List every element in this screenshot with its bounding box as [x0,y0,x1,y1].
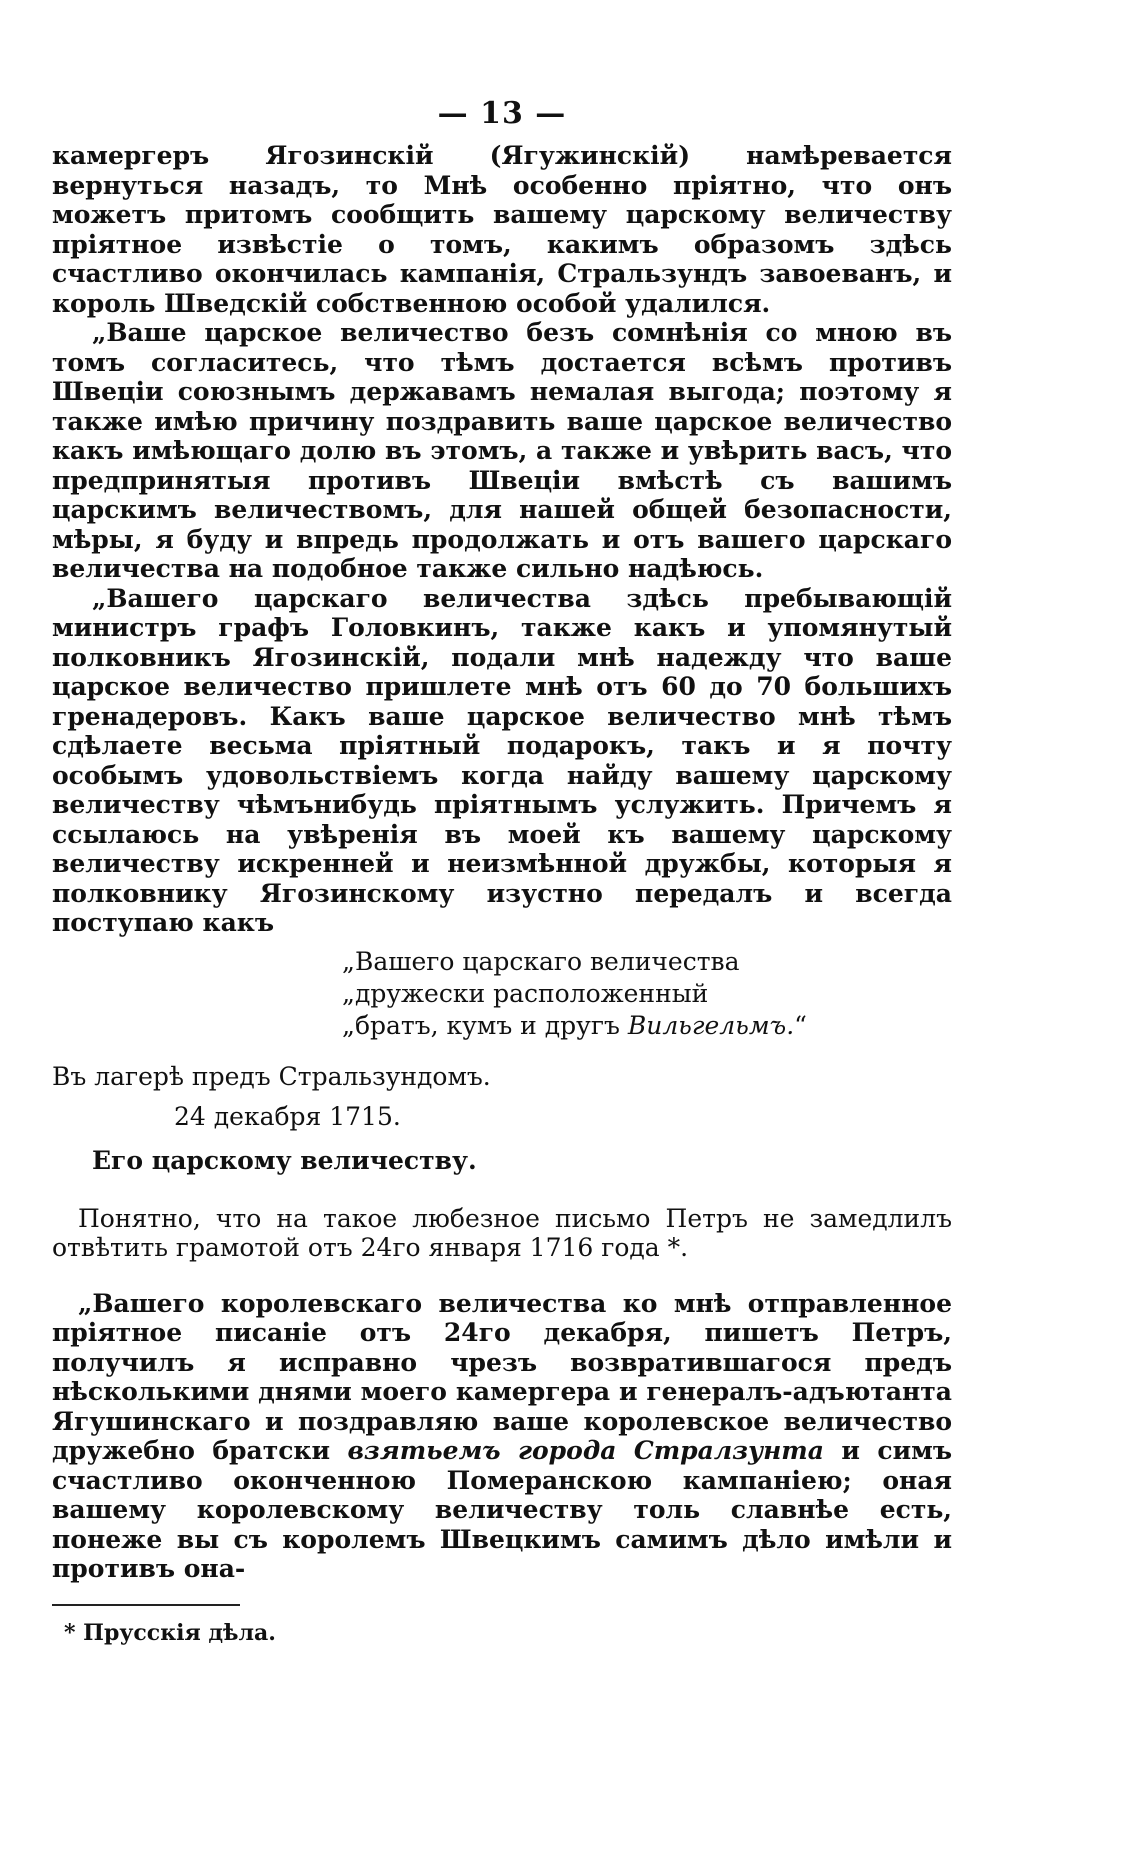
document-page [52,96,952,1646]
reply-text-part-1: „Вашего королевскаго величества ко мнѣ отправленное пріятное писаніе отъ 24го декабря, пишетъ Петръ, получилъ я исправно чрезъ возвратившагося предъ нѣсколькими днями моего камергера и генералъ-адъютанта Ягушинскаго и поздравляю ваше королевское величество дружебно братски [52,1288,952,1465]
signature-line-3-text: „братъ, кумъ и другъ [342,1010,620,1040]
letter-opening-paragraph: камергеръ Ягозинскій (Ягужинскій) намѣревается вернуться назадъ, то Мнѣ особенно пріятно, что онъ можетъ притомъ сообщить вашему царскому величеству пріятное извѣстіе о томъ, какимъ образомъ здѣсь счастливо окончилась кампанія, Стральзундъ завоеванъ, и король Шведскій собственною особой удалился. [52,141,952,318]
narrative-paragraph: Понятно, что на такое любезное письмо Петръ не замедлилъ отвѣтить грамотой отъ 24го января 1716 года *. [52,1203,952,1262]
reply-italic-phrase: взятьемъ города Стралзунта [347,1436,824,1465]
footnote: * Прусскія дѣла. [64,1619,276,1646]
letter-signature [342,946,952,1042]
signature-line-2: „дружески расположенный [342,978,709,1008]
letter-paragraph-grenadiers: „Вашего царскаго величества здѣсь пребывающій министръ графъ Головкинъ, также какъ и упомянутый полковникъ Ягозинскій, подали мнѣ надежду что ваше царское величество пришлете мнѣ отъ 60 до 70 большихъ гренадеровъ. Какъ ваше царское величество мнѣ тѣмъ сдѣлаете весьма пріятный подарокъ, такъ и я почту особымъ удовольствіемъ когда найду вашему царскому величеству чѣмънибудь пріятнымъ услужить. Причемъ я ссылаюсь на увѣренія въ моей къ вашему царскому величеству искренней и неизмѣнной дружбы, которыя я полковнику Ягозинскому изустно передалъ и всегда поступаю какъ [52,583,952,937]
letter-addressee: Его царскому величеству. [92,1145,477,1175]
page-number: — 13 — [437,96,567,131]
letter-place: Въ лагерѣ предъ Стральзундомъ. [52,1061,491,1091]
footnote-divider [52,1604,240,1606]
signature-name: Вильгельмъ. [627,1010,795,1040]
signature-line-3 [342,1010,952,1042]
letter-paragraph-congratulation: „Ваше царское величество безъ сомнѣнія со мною въ томъ согласитесь, что тѣмъ достается всѣмъ противъ Швеціи союзнымъ державамъ немалая выгода; поэтому я также имѣю причину поздравить ваше царское величество какъ имѣющаго долю въ этомъ, а также и увѣрить васъ, что предпринятыя противъ Швеціи вмѣстѣ съ вашимъ царскимъ величествомъ, для нашей общей безопасности, мѣры, я буду и впредь продолжать и отъ вашего царскаго величества на подобное также сильно надѣюсь. [52,318,952,583]
letter-date: 24 декабря 1715. [174,1101,401,1131]
signature-line-1: „Вашего царскаго величества [342,946,740,976]
reply-letter-paragraph [52,1289,952,1584]
reply-text-part-2: и симъ счастливо оконченною Померанскою кампаніею; оная вашему королевскому величеству толь славнѣе есть, понеже вы съ королемъ Швецкимъ самимъ дѣло имѣли и противъ она- [52,1436,952,1583]
signature-close-quote: “ [794,1010,807,1040]
